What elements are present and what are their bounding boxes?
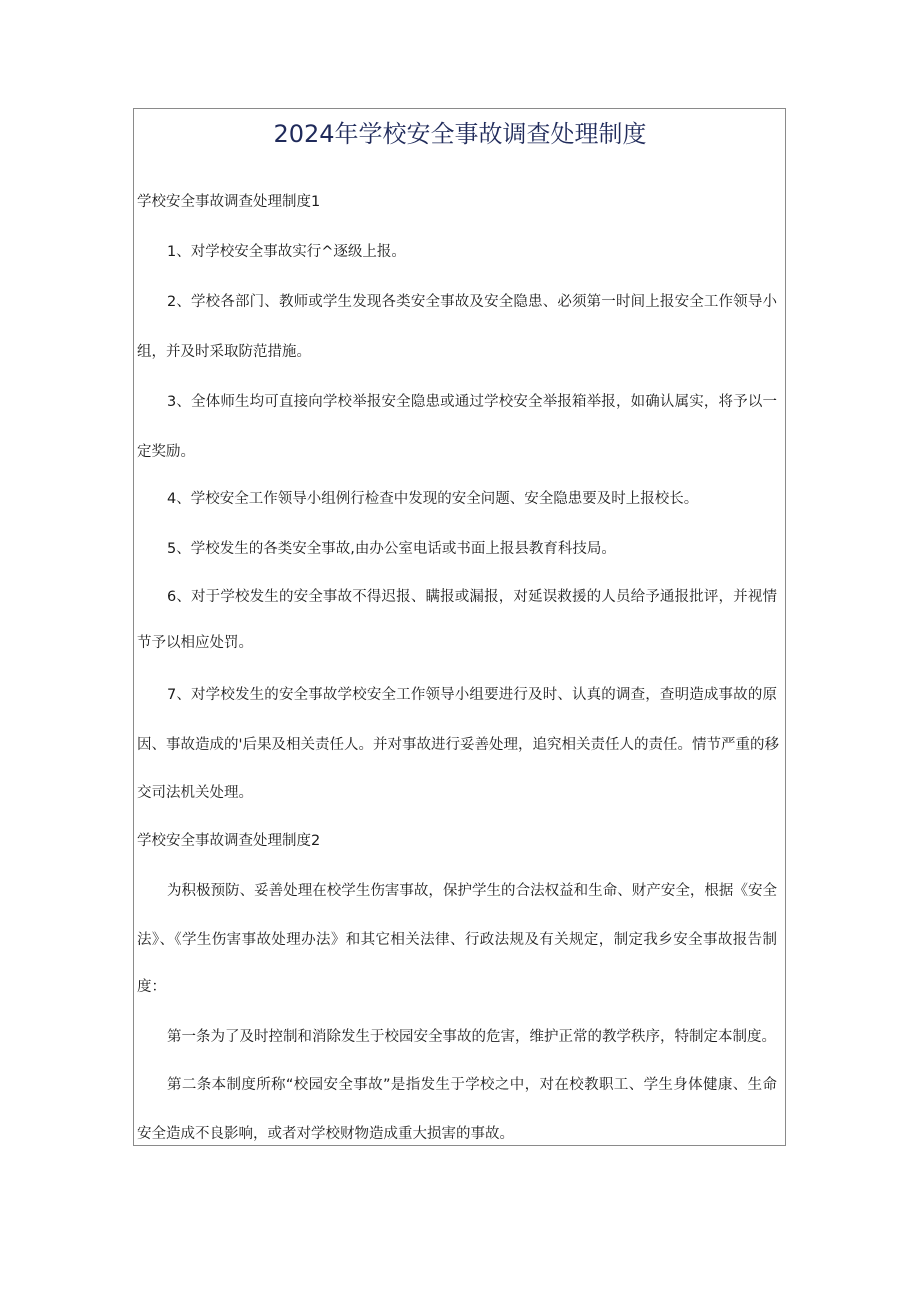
paragraph-line: 度： bbox=[137, 979, 166, 995]
section-heading-1: 学校安全事故调查处理制度1 bbox=[137, 194, 321, 210]
paragraph-line: 为积极预防、妥善处理在校学生伤害事故，保护学生的合法权益和生命、财产安全，根据《安全 bbox=[167, 883, 777, 899]
paragraph-line: 交司法机关处理。 bbox=[137, 785, 253, 801]
paragraph-line: 4、学校安全工作领导小组例行检查中发现的安全问题、安全隐患要及时上报校长。 bbox=[167, 491, 699, 507]
document-title: 2024年学校安全事故调查处理制度 bbox=[273, 120, 647, 148]
paragraph-line: 第一条为了及时控制和消除发生于校园安全事故的危害，维护正常的教学秩序，特制定本制度。 bbox=[167, 1029, 776, 1045]
paragraph-line: 3、全体师生均可直接向学校举报安全隐患或通过学校安全举报箱举报，如确认属实，将予以一 bbox=[167, 394, 777, 410]
paragraph-line: 组，并及时采取防范措施。 bbox=[137, 344, 311, 360]
paragraph-line: 6、对于学校发生的安全事故不得迟报、瞒报或漏报，对延误救援的人员给予通报批评，并视情 bbox=[167, 589, 777, 605]
paragraph-line: 安全造成不良影响，或者对学校财物造成重大损害的事故。 bbox=[137, 1126, 514, 1142]
paragraph-line: 节予以相应处罚。 bbox=[137, 635, 253, 651]
paragraph-line: 5、学校发生的各类安全事故,由办公室电话或书面上报县教育科技局。 bbox=[167, 541, 616, 557]
paragraph-line: 2、学校各部门、教师或学生发现各类安全事故及安全隐患、必须第一时间上报安全工作领导小 bbox=[167, 294, 777, 310]
paragraph-line: 1、对学校安全事故实行^逐级上报。 bbox=[167, 244, 406, 260]
section-heading-2: 学校安全事故调查处理制度2 bbox=[137, 833, 321, 849]
paragraph-line: 法》、《学生伤害事故处理办法》和其它相关法律、行政法规及有关规定，制定我乡安全事故报告制 bbox=[137, 932, 777, 948]
paragraph-line: 7、对学校发生的安全事故学校安全工作领导小组要进行及时、认真的调查，查明造成事故的原 bbox=[167, 687, 777, 703]
paragraph-line: 因、事故造成的'后果及相关责任人。并对事故进行妥善处理，追究相关责任人的责任。情节严重的移 bbox=[137, 737, 779, 753]
paragraph-line: 第二条本制度所称“校园安全事故”是指发生于学校之中，对在校教职工、学生身体健康、生命 bbox=[167, 1077, 777, 1093]
paragraph-line: 定奖励。 bbox=[137, 444, 195, 460]
